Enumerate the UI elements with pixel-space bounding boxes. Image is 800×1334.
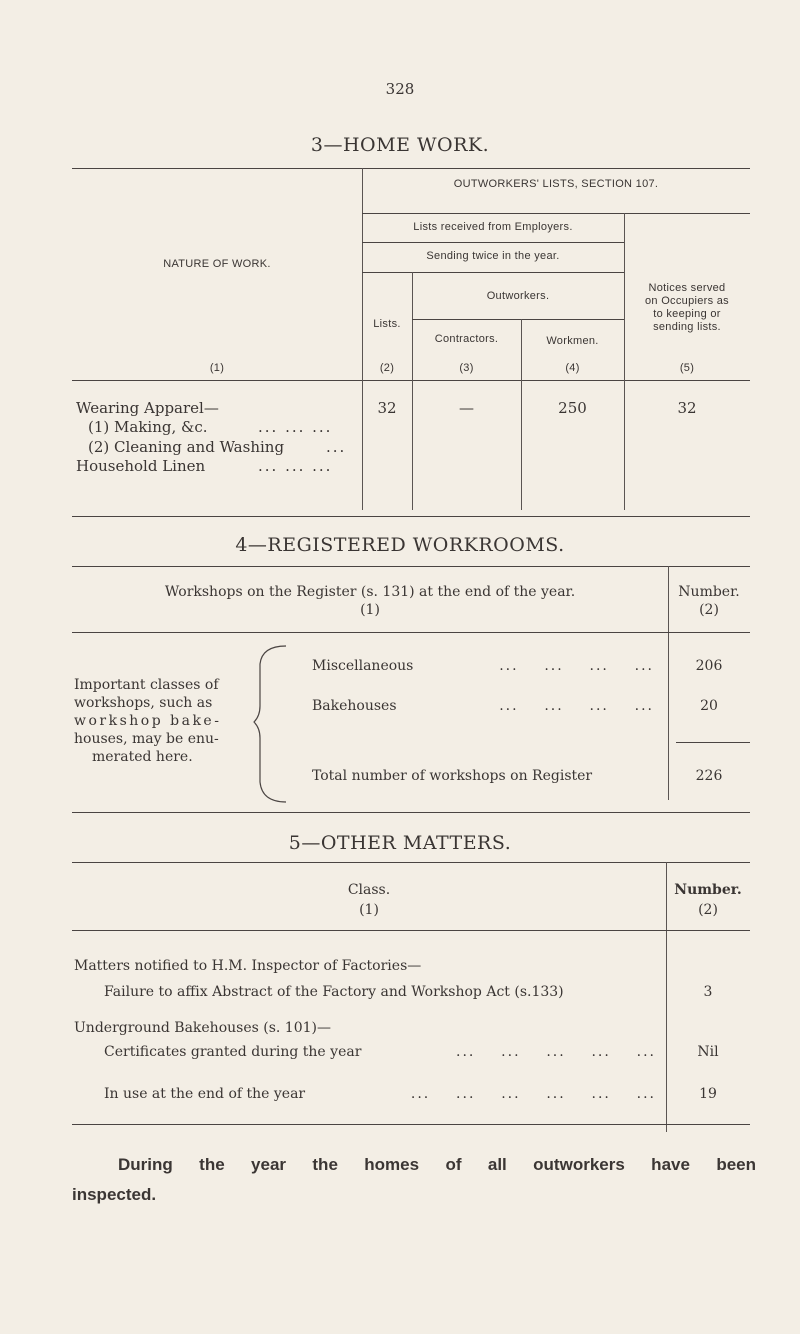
nature-of-work-header: NATURE OF WORK. [163,258,271,270]
class-col-num: (1) [359,902,379,918]
total-label: Total number of workshops on Register [312,768,593,784]
value-contractors: — [459,399,474,417]
important-classes-note: Important classes of workshops, such as workshop bake- houses, may be enu- merated here. [74,677,222,765]
value-certificates: Nil [697,1044,719,1060]
number-header-other: Number. [674,882,742,898]
outworkers-header: Outworkers. [486,290,550,302]
sending-twice-header: Sending twice in the year. [426,250,560,262]
underground-bakehouses: Underground Bakehouses (s. 101)— [74,1020,331,1036]
value-notices: 32 [677,399,697,417]
workrooms-title: 4—REGISTERED WORKROOMS. [235,534,565,556]
col-num-4: (4) [565,362,580,374]
col-num-1: (1) [209,362,225,374]
class-header: Class. [347,882,391,898]
workshops-header: Workshops on the Register (s. 131) at the end of the year. [164,584,576,600]
row-making: (1) Making, &c. ... ... ... [88,418,333,436]
brace-icon [252,644,292,804]
row-cleaning: (2) Cleaning and Washing ... [88,438,347,456]
number-header: Number. [678,584,740,600]
lists-header: Lists. [373,318,401,330]
failure-to-affix: Failure to affix Abstract of the Factory and Workshop Act (s.133) [104,984,564,1000]
other-matters-title: 5—OTHER MATTERS. [288,832,512,854]
item-miscellaneous: Miscellaneous ... ... ... ... [312,658,654,674]
matters-notified: Matters notified to H.M. Inspector of Factories— [74,958,422,974]
col-num-5: (5) [679,362,695,374]
workmen-header: Workmen. [546,335,599,347]
page-number: 328 [385,80,415,98]
number-col-num: (2) [699,602,719,618]
contractors-header: Contractors. [434,333,499,345]
value-workmen: 250 [558,399,587,417]
total-value: 226 [695,768,723,784]
col-num-2: (2) [379,362,395,374]
workshops-col-num: (1) [360,602,380,618]
row-wearing-apparel: Wearing Apparel— [76,399,219,417]
value-in-use: 19 [699,1086,717,1102]
col-num-3: (3) [459,362,474,374]
in-use-end-of-year: In use at the end of the year ... ... ... ... ... ... [104,1086,656,1102]
certificates-granted: Certificates granted during the year ... ... ... ... ... [104,1044,656,1060]
number-col-num-other: (2) [698,902,718,918]
value-miscellaneous: 206 [695,658,723,674]
item-bakehouses: Bakehouses ... ... ... ... [312,698,654,714]
footer-paragraph: During the year the homes of all outworkers have been inspected. [72,1155,756,1204]
lists-received-header: Lists received from Employers. [413,221,573,233]
row-household-linen: Household Linen ... ... ... [76,457,333,475]
home-work-title: 3—HOME WORK. [310,134,490,156]
notices-header: Notices served on Occupiers as to keeping or sending lists. [645,282,729,333]
value-lists: 32 [377,399,397,417]
value-failure-to-affix: 3 [703,984,713,1000]
outworkers-lists-header: OUTWORKERS' LISTS, SECTION 107. [453,178,659,190]
value-bakehouses: 20 [700,698,718,714]
